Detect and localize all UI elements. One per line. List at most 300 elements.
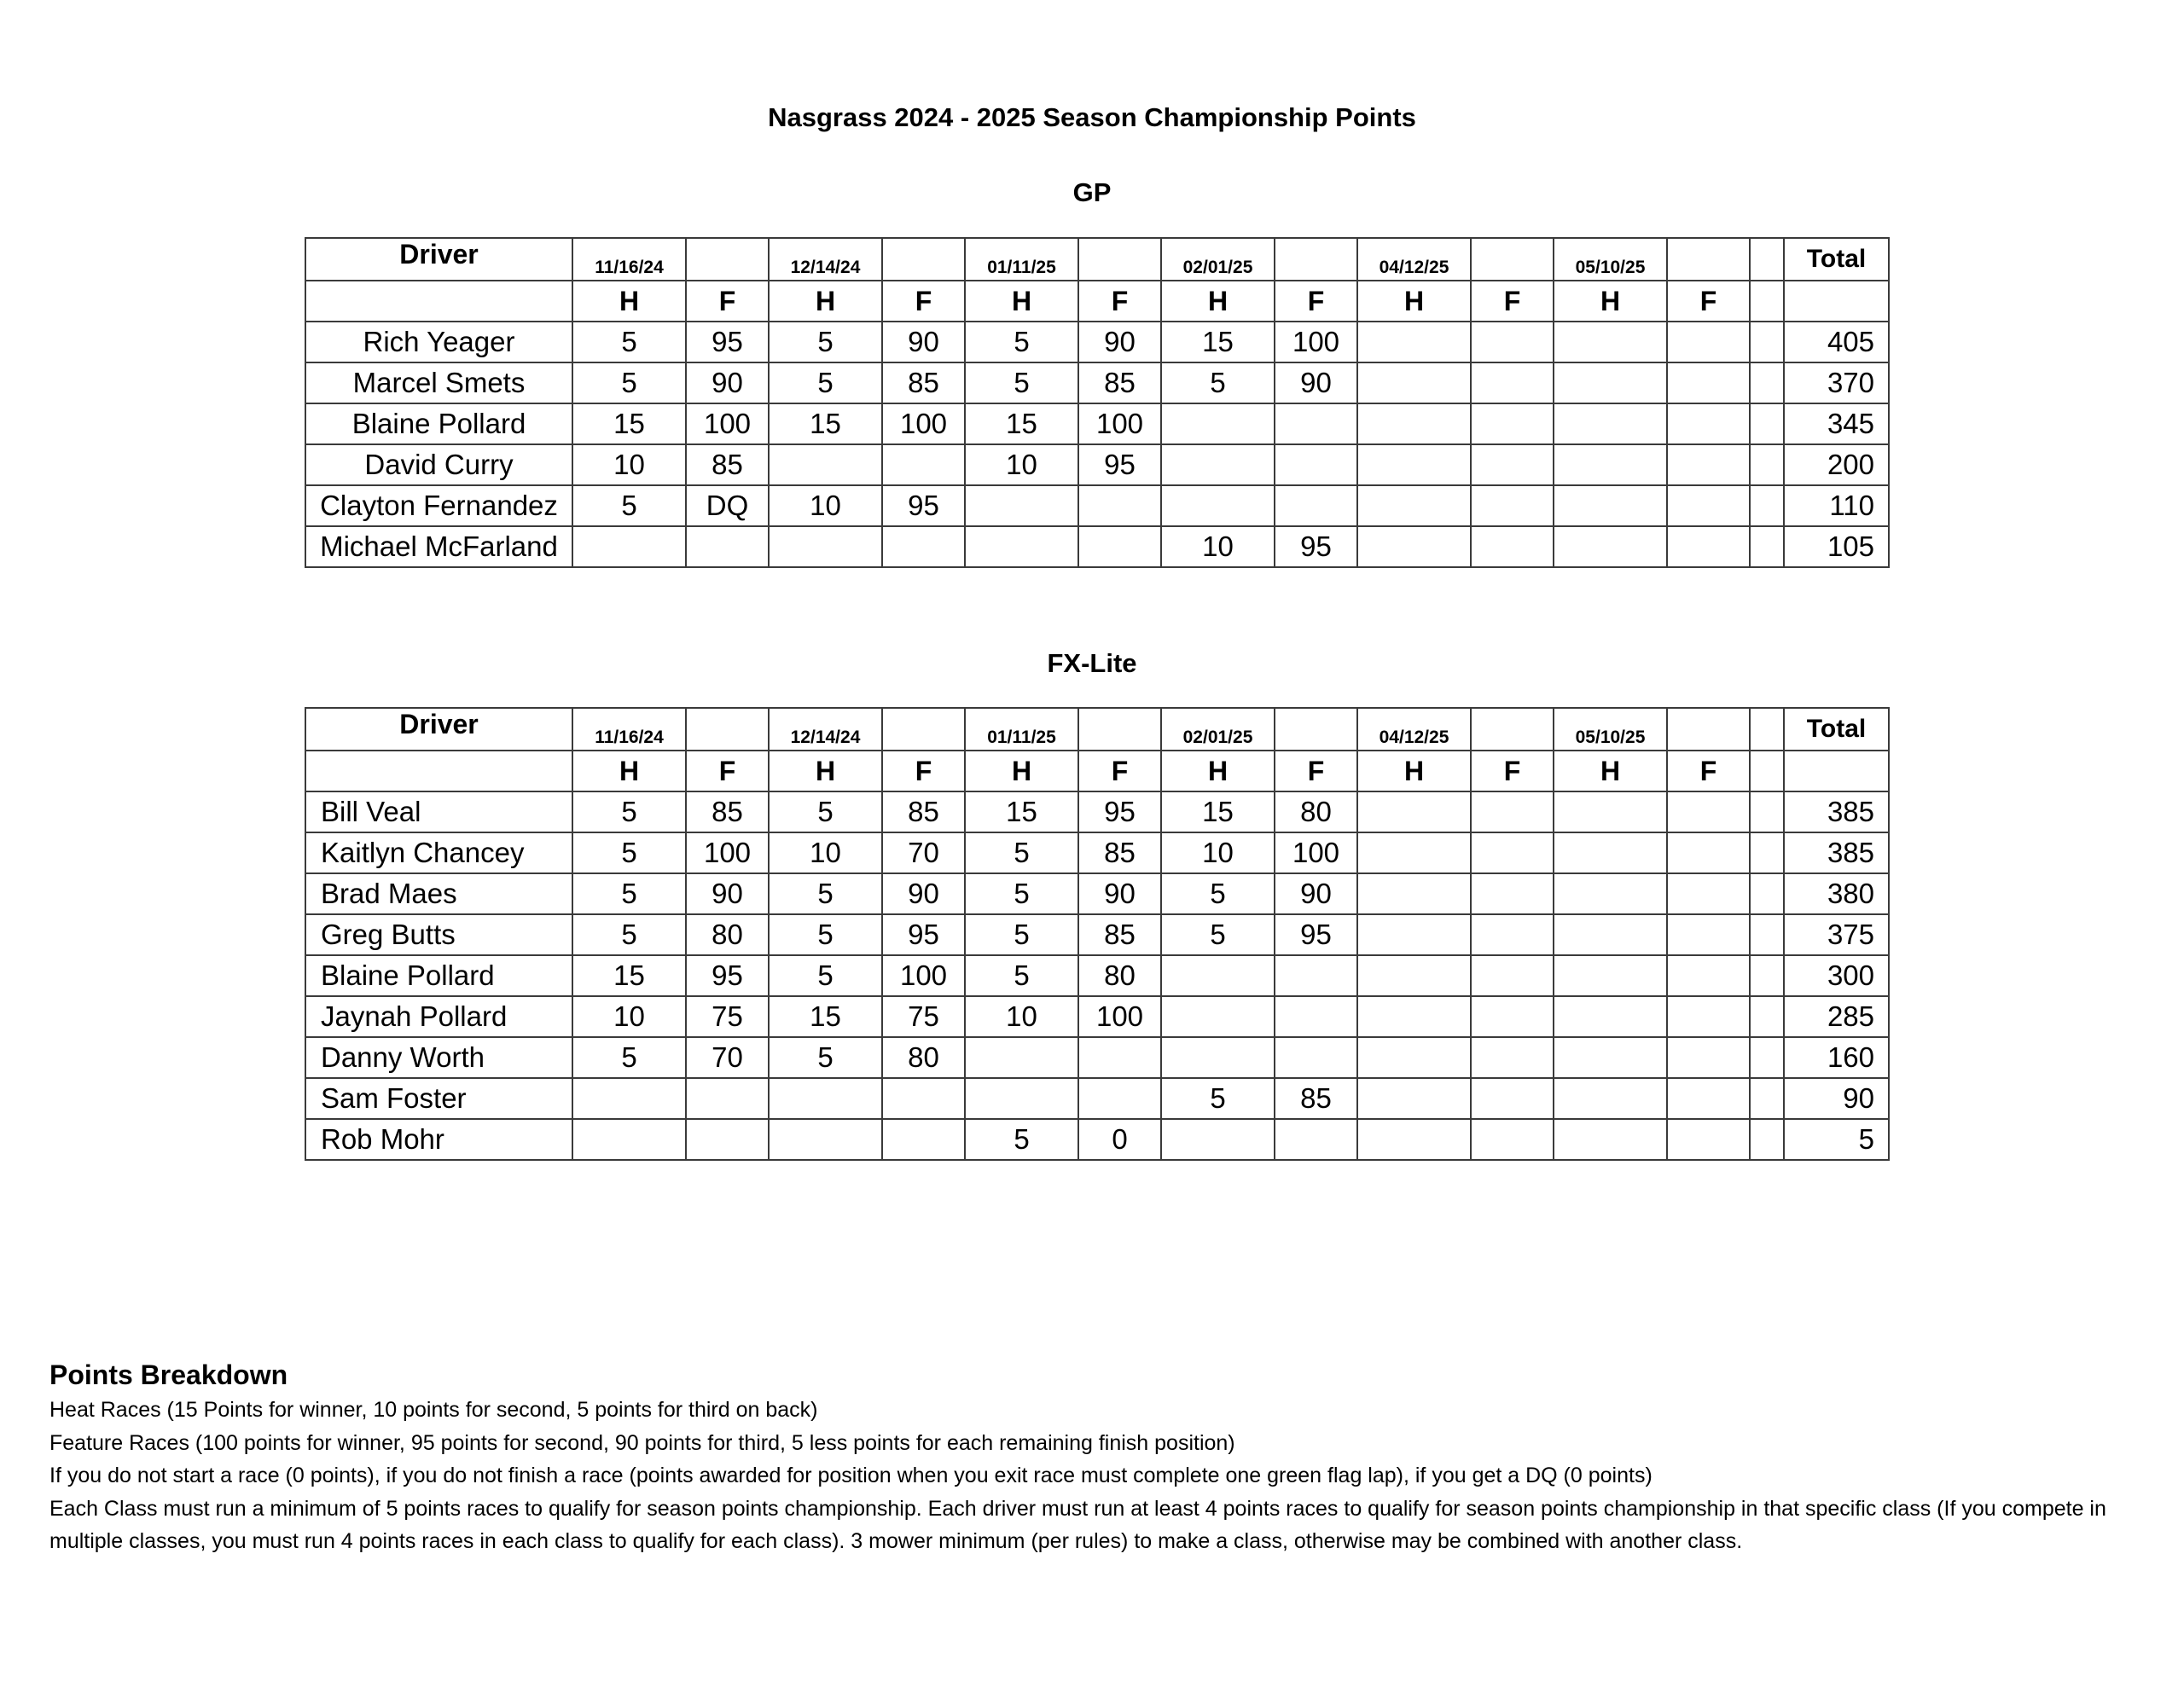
heat-points (1357, 403, 1471, 444)
feature-points (1471, 444, 1554, 485)
heat-points: 5 (769, 322, 882, 362)
empty-header-cell (1078, 238, 1161, 281)
total-points: 5 (1784, 1119, 1889, 1160)
feature-points (1667, 1119, 1750, 1160)
heat-points (1357, 873, 1471, 914)
header-row-dates (305, 238, 1889, 281)
heat-points: 5 (572, 873, 686, 914)
race-date-header: 05/10/25 (1554, 708, 1667, 751)
heat-points (769, 444, 882, 485)
feature-points: 85 (686, 791, 769, 832)
race-date-header: 12/14/24 (769, 238, 882, 281)
gp-points-table (305, 237, 1890, 568)
total-points: 110 (1784, 485, 1889, 526)
feature-points (1667, 485, 1750, 526)
driver-name: Brad Maes (305, 873, 572, 914)
heat-points (572, 1078, 686, 1119)
feature-points (1471, 485, 1554, 526)
feature-points (1471, 1078, 1554, 1119)
spacer-cell (1750, 791, 1784, 832)
feature-points (1667, 832, 1750, 873)
feature-points (1275, 1119, 1357, 1160)
empty-header-cell (882, 708, 965, 751)
feature-points: 75 (686, 996, 769, 1037)
total-points: 200 (1784, 444, 1889, 485)
driver-row (305, 362, 1889, 403)
feature-points (1667, 955, 1750, 996)
feature-points (686, 1078, 769, 1119)
spacer-cell (1750, 708, 1784, 751)
feature-points: 100 (686, 403, 769, 444)
feature-points: 100 (1275, 832, 1357, 873)
total-points: 385 (1784, 832, 1889, 873)
driver-name: Greg Butts (305, 914, 572, 955)
fx-lite-points-table (305, 707, 1890, 1161)
feature-points (1667, 526, 1750, 567)
spacer-cell (1750, 362, 1784, 403)
feature-points (1667, 444, 1750, 485)
spacer-cell (1750, 996, 1784, 1037)
feature-points: 90 (686, 362, 769, 403)
total-points: 375 (1784, 914, 1889, 955)
feature-points: 95 (686, 955, 769, 996)
breakdown-line: Feature Races (100 points for winner, 95 points for second, 90 points for third, 5 less points for each remaining finish position) (49, 1430, 1235, 1455)
empty-header-cell (1784, 281, 1889, 322)
heat-points: 10 (1161, 526, 1275, 567)
feature-points: 95 (1275, 914, 1357, 955)
driver-row (305, 914, 1889, 955)
heat-column-header: H (965, 751, 1078, 791)
driver-name: Blaine Pollard (305, 955, 572, 996)
feature-points (1471, 873, 1554, 914)
heat-points (1357, 485, 1471, 526)
feature-points (1471, 791, 1554, 832)
feature-points (1275, 955, 1357, 996)
heat-points (1357, 322, 1471, 362)
heat-points: 5 (572, 322, 686, 362)
empty-header-cell (686, 708, 769, 751)
driver-row (305, 873, 1889, 914)
driver-row (305, 403, 1889, 444)
feature-points: 85 (882, 362, 965, 403)
heat-points: 5 (965, 1119, 1078, 1160)
feature-points (1275, 485, 1357, 526)
heat-points: 15 (965, 403, 1078, 444)
empty-header-cell (686, 238, 769, 281)
feature-points (1667, 403, 1750, 444)
heat-points: 10 (965, 996, 1078, 1037)
heat-points (1554, 1119, 1667, 1160)
feature-points (1275, 1037, 1357, 1078)
feature-points (1078, 1037, 1161, 1078)
heat-points (1357, 914, 1471, 955)
total-column-header: Total (1784, 238, 1889, 281)
feature-column-header: F (1667, 281, 1750, 322)
feature-points (1667, 914, 1750, 955)
feature-points: 100 (686, 832, 769, 873)
feature-points (1078, 526, 1161, 567)
race-date-header: 04/12/25 (1357, 238, 1471, 281)
feature-points: 100 (1275, 322, 1357, 362)
empty-header-cell (305, 281, 572, 322)
spacer-cell (1750, 1037, 1784, 1078)
heat-points (965, 526, 1078, 567)
feature-points (1471, 403, 1554, 444)
feature-points: 85 (1078, 832, 1161, 873)
race-date-header: 04/12/25 (1357, 708, 1471, 751)
feature-points (1471, 914, 1554, 955)
feature-column-header: F (1471, 751, 1554, 791)
heat-points (769, 526, 882, 567)
breakdown-line: Heat Races (15 Points for winner, 10 points for second, 5 points for third on back) (49, 1398, 818, 1422)
spacer-cell (1750, 873, 1784, 914)
heat-points: 5 (769, 362, 882, 403)
header-row-heat-feature (305, 281, 1889, 322)
heat-points (1161, 955, 1275, 996)
feature-points: 100 (882, 955, 965, 996)
feature-points (882, 444, 965, 485)
feature-column-header: F (1667, 751, 1750, 791)
race-date-header: 02/01/25 (1161, 708, 1275, 751)
driver-name: Kaitlyn Chancey (305, 832, 572, 873)
heat-points (1161, 485, 1275, 526)
empty-header-cell (305, 751, 572, 791)
spacer-cell (1750, 485, 1784, 526)
driver-row (305, 996, 1889, 1037)
heat-points: 15 (1161, 322, 1275, 362)
feature-points: 95 (1275, 526, 1357, 567)
driver-row (305, 322, 1889, 362)
section-title-fx-lite: FX-Lite (1047, 648, 1137, 678)
heat-points (1161, 1037, 1275, 1078)
feature-points: 95 (882, 485, 965, 526)
heat-points (1357, 832, 1471, 873)
race-date-header: 02/01/25 (1161, 238, 1275, 281)
feature-points: 80 (686, 914, 769, 955)
heat-points (1554, 914, 1667, 955)
driver-row (305, 444, 1889, 485)
feature-points: 85 (1275, 1078, 1357, 1119)
driver-column-header: Driver (305, 708, 572, 751)
spacer-cell (1750, 955, 1784, 996)
feature-column-header: F (1078, 751, 1161, 791)
driver-column-header: Driver (305, 238, 572, 281)
heat-points (769, 1078, 882, 1119)
feature-points: 100 (882, 403, 965, 444)
feature-points (1078, 1078, 1161, 1119)
total-column-header: Total (1784, 708, 1889, 751)
feature-points (1471, 1037, 1554, 1078)
driver-row (305, 832, 1889, 873)
feature-points: 85 (1078, 914, 1161, 955)
heat-points (1161, 996, 1275, 1037)
driver-row (305, 1119, 1889, 1160)
heat-points: 5 (965, 322, 1078, 362)
spacer-cell (1750, 1119, 1784, 1160)
heat-points (1357, 526, 1471, 567)
heat-points (1357, 1078, 1471, 1119)
spacer-cell (1750, 403, 1784, 444)
total-points: 345 (1784, 403, 1889, 444)
feature-points: 95 (1078, 791, 1161, 832)
heat-points: 5 (769, 914, 882, 955)
driver-name: Bill Veal (305, 791, 572, 832)
feature-points: 80 (1275, 791, 1357, 832)
driver-name: Rich Yeager (305, 322, 572, 362)
feature-points (686, 1119, 769, 1160)
feature-points: DQ (686, 485, 769, 526)
heat-points: 5 (965, 873, 1078, 914)
section-title-gp: GP (1072, 177, 1112, 207)
heat-points: 10 (769, 485, 882, 526)
heat-points (965, 485, 1078, 526)
empty-header-cell (1275, 708, 1357, 751)
feature-points (1667, 1037, 1750, 1078)
feature-points (1471, 832, 1554, 873)
feature-points: 70 (686, 1037, 769, 1078)
breakdown-line: Each Class must run a minimum of 5 points races to qualify for season points championship. Each driver must run at least 4 points races to qualify for season points championship in that specific class (If you compete in multiple classes, you must run 4 points races in each class to qualify for each class). 3 mower minimum (per rules) to make a class, otherwise may be combined with another class. (49, 1496, 2106, 1553)
feature-column-header: F (1078, 281, 1161, 322)
driver-row (305, 791, 1889, 832)
feature-points (1667, 873, 1750, 914)
spacer-cell (1750, 832, 1784, 873)
spacer-cell (1750, 444, 1784, 485)
heat-points: 5 (1161, 873, 1275, 914)
heat-points: 5 (572, 485, 686, 526)
heat-points (1554, 403, 1667, 444)
feature-points (1471, 322, 1554, 362)
feature-points: 90 (1275, 362, 1357, 403)
heat-points: 5 (769, 873, 882, 914)
heat-points (965, 1078, 1078, 1119)
heat-column-header: H (769, 751, 882, 791)
race-date-header: 05/10/25 (1554, 238, 1667, 281)
feature-points (1667, 1078, 1750, 1119)
total-points: 370 (1784, 362, 1889, 403)
heat-points: 5 (572, 362, 686, 403)
feature-column-header: F (1471, 281, 1554, 322)
heat-points (1357, 996, 1471, 1037)
driver-name: Rob Mohr (305, 1119, 572, 1160)
heat-column-header: H (1357, 281, 1471, 322)
breakdown-line: If you do not start a race (0 points), if you do not finish a race (points awarded for position when you exit race must complete one green flag lap), if you get a DQ (0 points) (49, 1464, 1653, 1487)
heat-points: 15 (769, 996, 882, 1037)
empty-header-cell (1471, 238, 1554, 281)
feature-points: 90 (882, 873, 965, 914)
feature-column-header: F (1275, 751, 1357, 791)
spacer-cell (1750, 1078, 1784, 1119)
heat-points (1161, 1119, 1275, 1160)
heat-points: 5 (1161, 1078, 1275, 1119)
heat-points (1161, 444, 1275, 485)
driver-name: Jaynah Pollard (305, 996, 572, 1037)
heat-column-header: H (1161, 751, 1275, 791)
heat-points: 10 (572, 996, 686, 1037)
total-points: 90 (1784, 1078, 1889, 1119)
spacer-cell (1750, 322, 1784, 362)
feature-points (1078, 485, 1161, 526)
driver-row (305, 526, 1889, 567)
feature-points: 90 (882, 322, 965, 362)
points-breakdown-title: Points Breakdown (49, 1359, 288, 1390)
driver-row (305, 485, 1889, 526)
total-points: 300 (1784, 955, 1889, 996)
total-points: 105 (1784, 526, 1889, 567)
feature-points: 100 (1078, 403, 1161, 444)
empty-header-cell (1667, 708, 1750, 751)
heat-points (1357, 955, 1471, 996)
driver-name: Marcel Smets (305, 362, 572, 403)
heat-points: 5 (572, 1037, 686, 1078)
driver-name: Sam Foster (305, 1078, 572, 1119)
feature-points: 90 (1275, 873, 1357, 914)
feature-points: 75 (882, 996, 965, 1037)
heat-points: 5 (769, 1037, 882, 1078)
heat-points: 10 (572, 444, 686, 485)
spacer-cell (1750, 526, 1784, 567)
driver-name: Clayton Fernandez (305, 485, 572, 526)
feature-points: 0 (1078, 1119, 1161, 1160)
empty-header-cell (1078, 708, 1161, 751)
feature-points: 90 (1078, 322, 1161, 362)
driver-name: Blaine Pollard (305, 403, 572, 444)
spacer-cell (1750, 281, 1784, 322)
heat-points: 15 (965, 791, 1078, 832)
spacer-cell (1750, 914, 1784, 955)
document-title: Nasgrass 2024 - 2025 Season Championship Points (768, 102, 1416, 132)
feature-points: 95 (1078, 444, 1161, 485)
heat-points (1554, 955, 1667, 996)
feature-points: 95 (686, 322, 769, 362)
heat-points: 5 (965, 362, 1078, 403)
feature-points: 85 (1078, 362, 1161, 403)
feature-points (1275, 403, 1357, 444)
heat-points (572, 1119, 686, 1160)
race-date-header: 11/16/24 (572, 708, 686, 751)
heat-points (1554, 485, 1667, 526)
points-breakdown (49, 1356, 2157, 1558)
feature-points: 80 (882, 1037, 965, 1078)
heat-points (1554, 322, 1667, 362)
heat-points: 5 (965, 832, 1078, 873)
heat-points: 5 (572, 832, 686, 873)
empty-header-cell (1784, 751, 1889, 791)
heat-points (1554, 791, 1667, 832)
heat-points (769, 1119, 882, 1160)
feature-points (882, 1119, 965, 1160)
driver-name: Michael McFarland (305, 526, 572, 567)
feature-points (1667, 996, 1750, 1037)
heat-points (965, 1037, 1078, 1078)
driver-row (305, 1037, 1889, 1078)
heat-points: 5 (769, 955, 882, 996)
heat-points: 10 (965, 444, 1078, 485)
spacer-cell (1750, 238, 1784, 281)
header-row-dates (305, 708, 1889, 751)
heat-points (1161, 403, 1275, 444)
race-date-header: 01/11/25 (965, 708, 1078, 751)
heat-column-header: H (1554, 281, 1667, 322)
heat-column-header: H (1554, 751, 1667, 791)
feature-points: 100 (1078, 996, 1161, 1037)
feature-points (1275, 444, 1357, 485)
heat-points: 5 (572, 791, 686, 832)
total-points: 160 (1784, 1037, 1889, 1078)
heat-points: 5 (572, 914, 686, 955)
feature-points (1471, 526, 1554, 567)
feature-column-header: F (882, 751, 965, 791)
heat-points (1357, 1037, 1471, 1078)
heat-points (1554, 873, 1667, 914)
total-points: 380 (1784, 873, 1889, 914)
driver-row (305, 955, 1889, 996)
heat-points (1554, 444, 1667, 485)
feature-points (1471, 996, 1554, 1037)
feature-points (686, 526, 769, 567)
feature-points (1471, 955, 1554, 996)
driver-name: David Curry (305, 444, 572, 485)
feature-points: 85 (882, 791, 965, 832)
empty-header-cell (1275, 238, 1357, 281)
heat-points: 15 (572, 955, 686, 996)
feature-column-header: F (1275, 281, 1357, 322)
empty-header-cell (1667, 238, 1750, 281)
spacer-cell (1750, 751, 1784, 791)
heat-points (1554, 996, 1667, 1037)
heat-points: 10 (1161, 832, 1275, 873)
heat-points (572, 526, 686, 567)
feature-points (1667, 791, 1750, 832)
heat-column-header: H (572, 751, 686, 791)
total-points: 385 (1784, 791, 1889, 832)
heat-column-header: H (1357, 751, 1471, 791)
feature-points (882, 1078, 965, 1119)
feature-points: 80 (1078, 955, 1161, 996)
race-date-header: 12/14/24 (769, 708, 882, 751)
feature-points (1667, 362, 1750, 403)
total-points: 285 (1784, 996, 1889, 1037)
heat-points (1357, 791, 1471, 832)
heat-points: 15 (769, 403, 882, 444)
total-points: 405 (1784, 322, 1889, 362)
feature-points: 70 (882, 832, 965, 873)
heat-points: 15 (572, 403, 686, 444)
heat-points (1554, 1037, 1667, 1078)
heat-points: 10 (769, 832, 882, 873)
feature-points: 85 (686, 444, 769, 485)
heat-points (1554, 1078, 1667, 1119)
feature-points: 90 (686, 873, 769, 914)
heat-column-header: H (965, 281, 1078, 322)
race-date-header: 11/16/24 (572, 238, 686, 281)
driver-name: Danny Worth (305, 1037, 572, 1078)
heat-points: 5 (769, 791, 882, 832)
heat-column-header: H (769, 281, 882, 322)
heat-points (1357, 444, 1471, 485)
heat-points: 5 (965, 914, 1078, 955)
driver-row (305, 1078, 1889, 1119)
feature-points (1471, 362, 1554, 403)
feature-column-header: F (882, 281, 965, 322)
feature-points (1471, 1119, 1554, 1160)
feature-points (1275, 996, 1357, 1037)
feature-points (882, 526, 965, 567)
feature-points: 95 (882, 914, 965, 955)
heat-points (1554, 526, 1667, 567)
heat-points: 5 (1161, 362, 1275, 403)
feature-points: 90 (1078, 873, 1161, 914)
feature-column-header: F (686, 751, 769, 791)
